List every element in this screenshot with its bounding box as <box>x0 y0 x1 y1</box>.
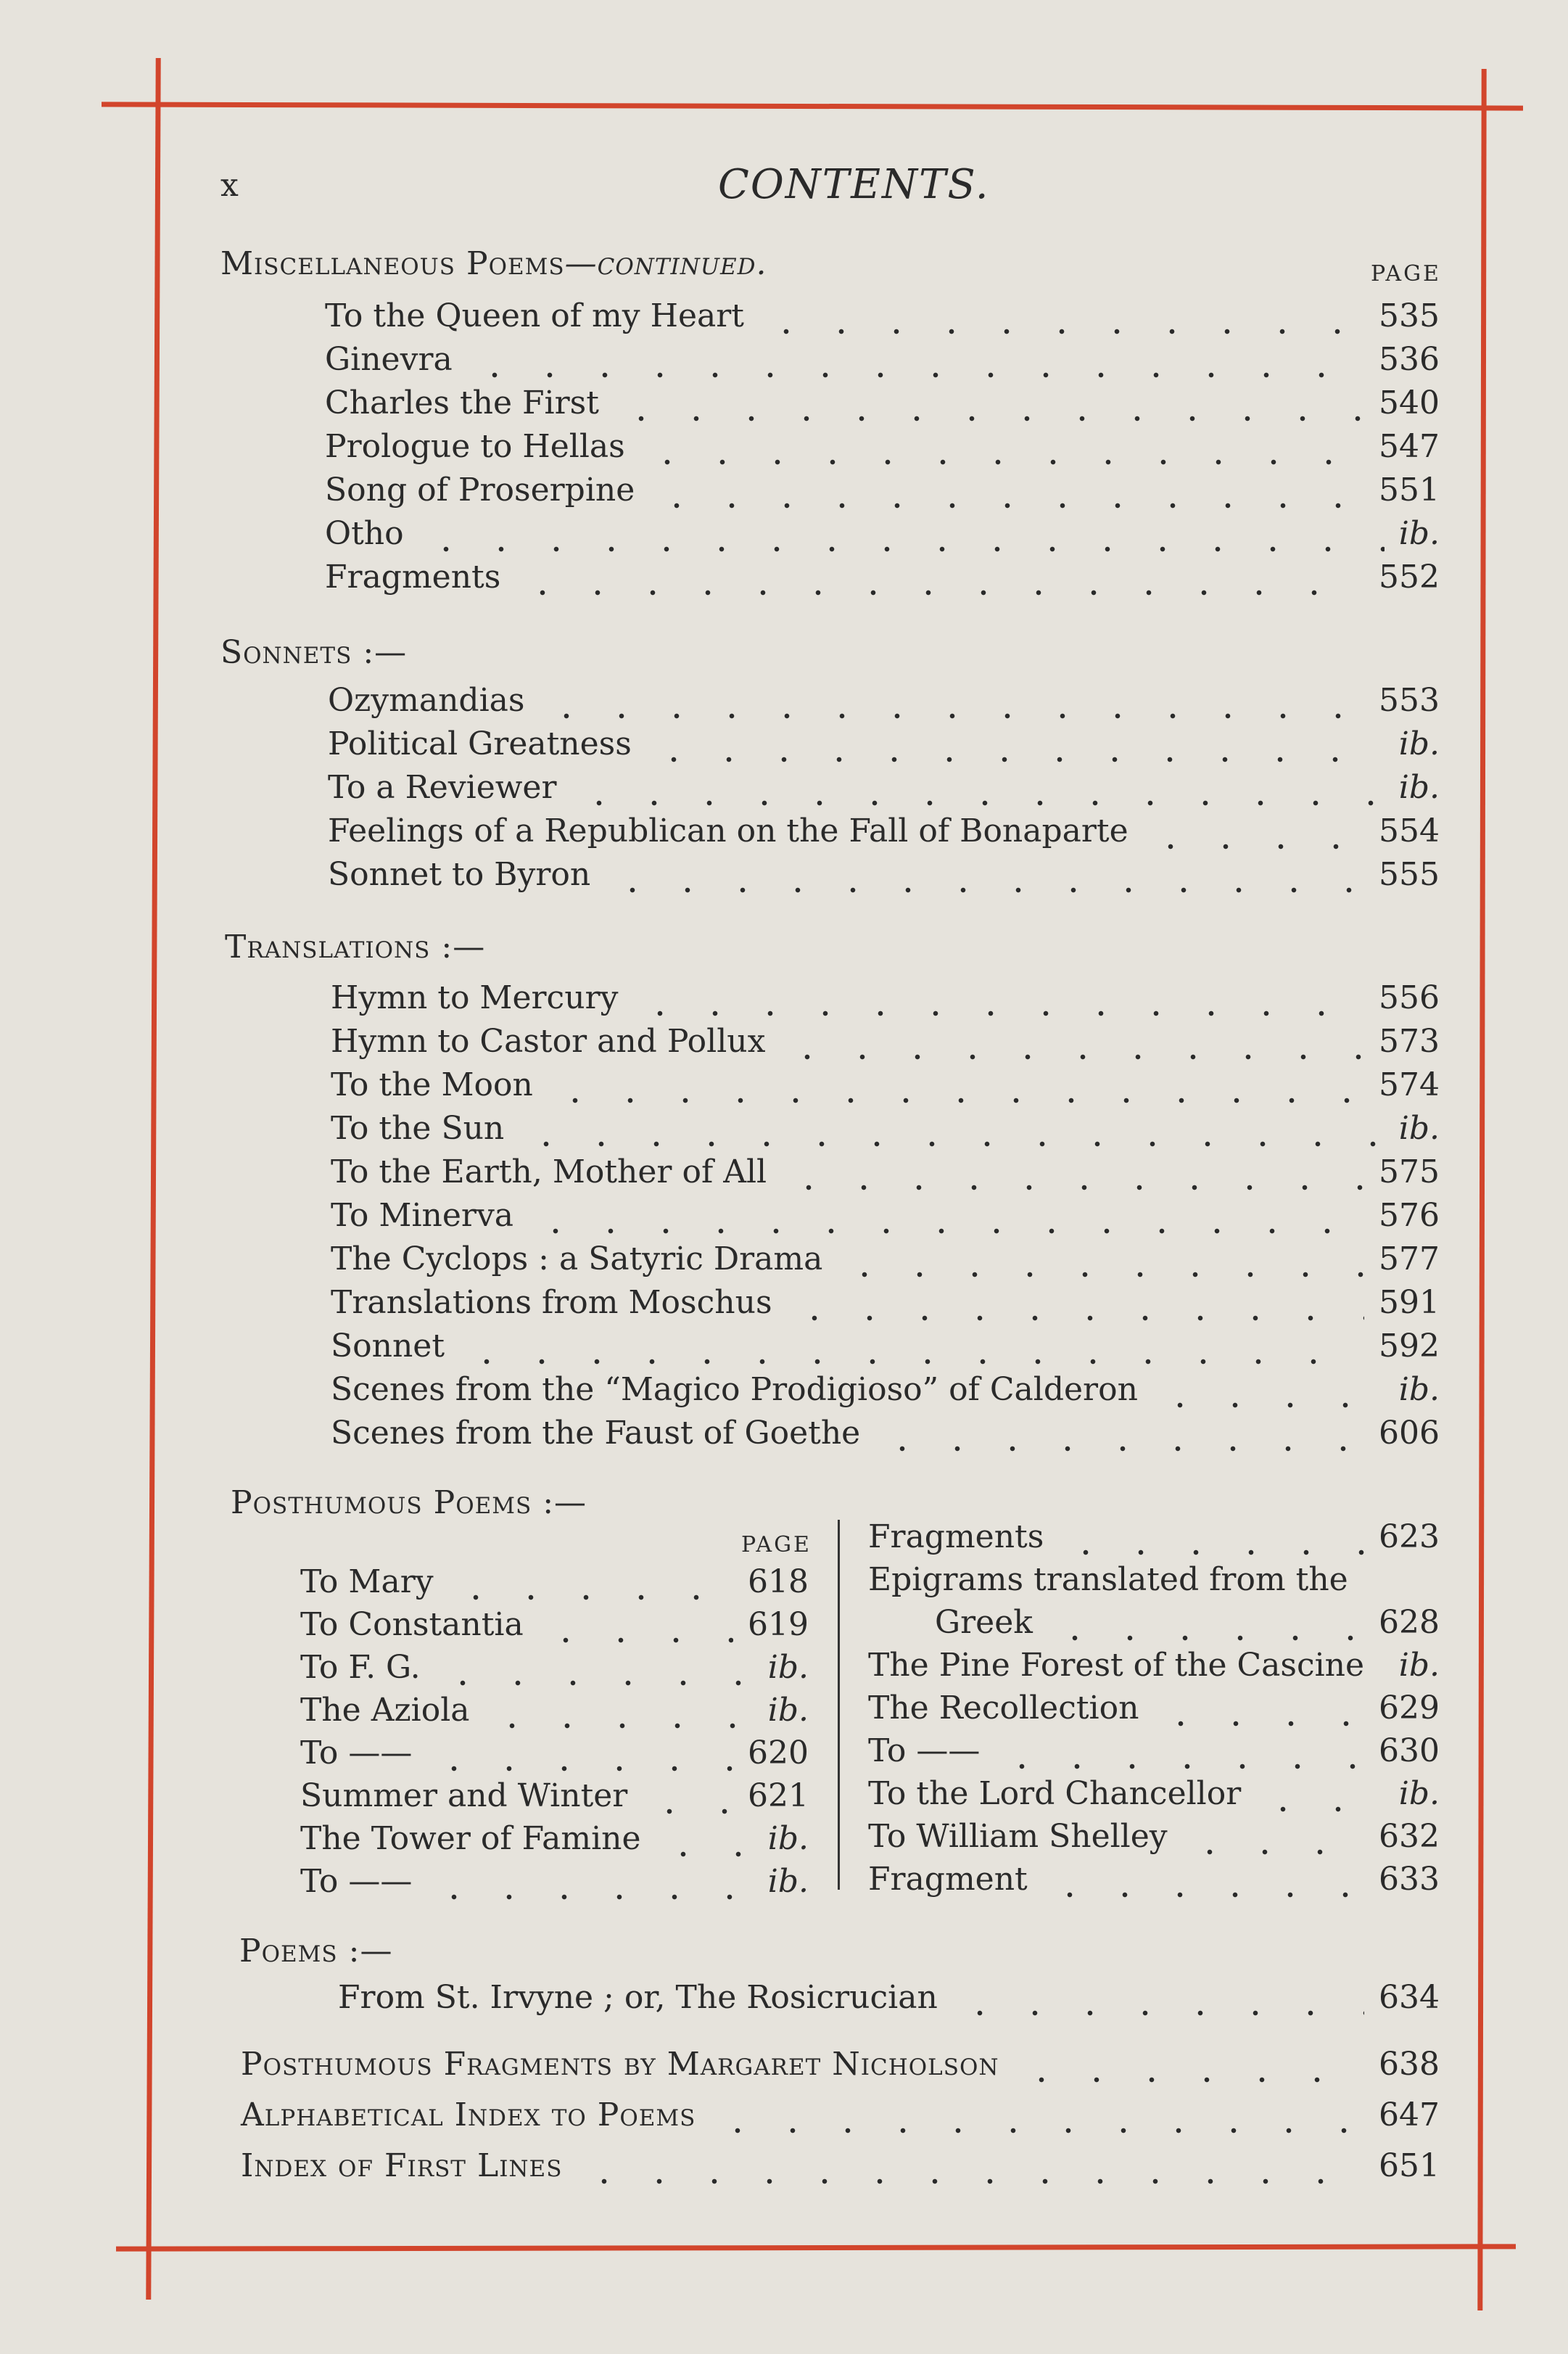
page-column-label: PAGE <box>1371 261 1441 287</box>
leader-dots <box>614 415 1364 422</box>
entry-title: Charles the First <box>325 384 599 421</box>
entry-title: Hymn to Castor and Pollux <box>331 1023 766 1060</box>
leader-dots <box>787 1314 1364 1322</box>
entry-title: To the Sun <box>331 1110 505 1147</box>
entry-page-number: 629 <box>1379 1690 1440 1727</box>
leader-dots <box>837 1271 1364 1278</box>
poems-heading: Poems :— <box>239 1933 393 1970</box>
leader-dots <box>1047 1634 1364 1642</box>
entry-page-number: 573 <box>1379 1023 1440 1060</box>
leader-dots <box>519 1140 1385 1148</box>
posthumous-heading: Posthumous Poems :— <box>231 1484 587 1521</box>
leader-dots <box>528 1227 1364 1235</box>
leader-dots <box>459 1358 1364 1365</box>
leader-dots <box>952 2009 1364 2017</box>
leader-dots <box>426 1765 733 1772</box>
entry-title: Otho <box>325 515 404 552</box>
leader-dots <box>435 1679 754 1687</box>
entry-page-number: 623 <box>1379 1518 1440 1555</box>
entry-title: The Recollection <box>868 1690 1139 1727</box>
leader-dots <box>426 1893 754 1901</box>
entry-title: To the Lord Chancellor <box>868 1775 1242 1812</box>
border-bottom <box>116 2244 1516 2251</box>
entry-title: Ginevra <box>325 341 453 378</box>
entry-page-number: 620 <box>748 1734 809 1771</box>
entry-page-number: ib. <box>1398 515 1440 552</box>
entry-page-number: 551 <box>1379 472 1440 509</box>
leader-dots <box>1014 2076 1364 2083</box>
entry-title: To the Moon <box>331 1066 533 1103</box>
entry-page-number: 633 <box>1379 1861 1440 1898</box>
entry-title: Sonnet to Byron <box>328 856 591 893</box>
entry-title: To a Reviewer <box>328 769 557 806</box>
leader-dots <box>572 799 1385 807</box>
entry-title: Translations from Moschus <box>331 1284 772 1321</box>
border-top <box>102 102 1523 110</box>
entry-title: Prologue to Hellas <box>325 428 625 465</box>
entry-title: To Mary <box>300 1563 434 1600</box>
page-number: x <box>220 167 239 204</box>
misc-heading <box>220 245 767 282</box>
entry-title: Posthumous Fragments by Margaret Nicholson <box>241 2046 999 2083</box>
leader-dots <box>538 1637 733 1644</box>
leader-dots <box>418 546 1385 553</box>
entry-page-number: 540 <box>1379 384 1440 421</box>
leader-dots <box>448 1594 733 1601</box>
posthumous-page-label: PAGE <box>741 1532 812 1557</box>
leader-dots <box>646 756 1385 763</box>
entry-page-number: ib. <box>767 1692 809 1729</box>
entry-page-number: 591 <box>1379 1284 1440 1321</box>
entry-page-number: 552 <box>1379 559 1440 596</box>
entry-title: The Tower of Famine <box>300 1820 641 1857</box>
entry-page-number: ib. <box>1398 769 1440 806</box>
leader-dots <box>1152 1402 1385 1409</box>
leader-dots <box>1182 1848 1364 1856</box>
entry-title: Summer and Winter <box>300 1777 628 1814</box>
entry-title: To the Queen of my Heart <box>325 297 744 334</box>
entry-title: Scenes from the “Magico Prodigioso” of Calderon <box>331 1371 1138 1408</box>
entry-title: The Pine Forest of the Cascine <box>868 1647 1365 1684</box>
entry-page-number: 576 <box>1379 1197 1440 1234</box>
leader-dots <box>1153 1720 1364 1727</box>
leader-dots <box>548 1097 1364 1104</box>
entry-page-number: 632 <box>1379 1818 1440 1855</box>
entry-title: Alphabetical Index to Poems <box>241 2096 696 2133</box>
leader-dots <box>1042 1891 1364 1898</box>
leader-dots <box>759 328 1364 335</box>
column-divider <box>838 1520 840 1890</box>
entry-title: Scenes from the Faust of Goethe <box>331 1415 861 1452</box>
border-left <box>146 58 160 2300</box>
leader-dots <box>875 1445 1364 1452</box>
entry-page-number: 555 <box>1379 856 1440 893</box>
leader-dots <box>649 502 1364 509</box>
entry-page-number: 628 <box>1379 1604 1440 1641</box>
entry-page-number: 651 <box>1379 2147 1440 2184</box>
entry-title: To Minerva <box>331 1197 514 1234</box>
leader-dots <box>577 2178 1364 2185</box>
leader-dots <box>484 1722 754 1729</box>
page-title: CONTENTS. <box>718 161 990 208</box>
entry-page-number: ib. <box>1398 1775 1440 1812</box>
leader-dots <box>780 1053 1364 1061</box>
entry-page-number: 634 <box>1379 1979 1440 2016</box>
entry-title: Song of Proserpine <box>325 472 635 509</box>
entry-page-number: 619 <box>748 1606 809 1643</box>
entry-title: Political Greatness <box>328 725 632 762</box>
leader-dots <box>1255 1806 1385 1813</box>
leader-dots <box>515 589 1364 596</box>
entry-title: Ozymandias <box>328 682 525 719</box>
entry-page-number: ib. <box>1398 725 1440 762</box>
entry-title: To —— <box>300 1863 413 1900</box>
leader-dots <box>632 1010 1364 1017</box>
entry-title: Sonnet <box>331 1328 445 1365</box>
entry-title: Fragments <box>325 559 501 596</box>
entry-title: Greek <box>935 1604 1033 1641</box>
entry-page-number: 536 <box>1379 341 1440 378</box>
entry-page-number: 577 <box>1379 1240 1440 1277</box>
entry-title: The Cyclops : a Satyric Drama <box>331 1240 823 1277</box>
entry-title: To —— <box>300 1734 413 1771</box>
entry-page-number: 535 <box>1379 297 1440 334</box>
entry-title: To —— <box>868 1732 981 1769</box>
sonnets-heading: Sonnets :— <box>220 634 408 671</box>
entry-page-number: 575 <box>1379 1153 1440 1190</box>
entry-title: Hymn to Mercury <box>331 979 619 1016</box>
entry-title: Epigrams translated from the <box>868 1561 1348 1598</box>
leader-dots <box>467 371 1364 379</box>
entry-title: To the Earth, Mother of All <box>331 1153 767 1190</box>
entry-title: Fragment <box>868 1861 1028 1898</box>
entry-title: From St. Irvyne ; or, The Rosicrucian <box>338 1979 938 2016</box>
leader-dots <box>656 1851 754 1858</box>
entry-page-number: 630 <box>1379 1732 1440 1769</box>
entry-title: To William Shelley <box>868 1818 1168 1855</box>
entry-page-number: 621 <box>748 1777 809 1814</box>
translations-heading: Translations :— <box>225 929 486 966</box>
leader-dots <box>710 2127 1364 2134</box>
entry-title: To Constantia <box>300 1606 524 1643</box>
entry-page-number: ib. <box>767 1649 809 1686</box>
entry-title: The Aziola <box>300 1692 470 1729</box>
leader-dots <box>1058 1549 1364 1556</box>
entry-page-number: ib. <box>1398 1371 1440 1408</box>
entry-page-number: 618 <box>748 1563 809 1600</box>
entry-page-number: 554 <box>1379 812 1440 849</box>
entry-title: Fragments <box>868 1518 1044 1555</box>
entry-title: Index of First Lines <box>241 2147 563 2184</box>
entry-page-number: 574 <box>1379 1066 1440 1103</box>
leader-dots <box>605 886 1364 894</box>
leader-dots <box>994 1763 1364 1770</box>
entry-title: Feelings of a Republican on the Fall of Bonaparte <box>328 812 1128 849</box>
entry-page-number: 647 <box>1379 2096 1440 2133</box>
entry-page-number: 556 <box>1379 979 1440 1016</box>
entry-page-number: 547 <box>1379 428 1440 465</box>
entry-page-number: 592 <box>1379 1328 1440 1365</box>
leader-dots <box>640 458 1364 466</box>
leader-dots <box>781 1184 1364 1191</box>
entry-page-number: ib. <box>1398 1647 1440 1684</box>
misc-continued: —continued. <box>564 245 767 282</box>
entry-page-number: ib. <box>1398 1110 1440 1147</box>
border-right <box>1477 69 1486 2310</box>
leader-dots <box>539 712 1364 720</box>
entry-page-number: 606 <box>1379 1415 1440 1452</box>
leader-dots <box>642 1808 733 1815</box>
entry-page-number: 638 <box>1379 2046 1440 2083</box>
misc-heading-label: Miscellaneous Poems <box>220 245 565 282</box>
entry-page-number: ib. <box>767 1820 809 1857</box>
entry-page-number: ib. <box>767 1863 809 1900</box>
leader-dots <box>1143 843 1364 850</box>
entry-page-number: 553 <box>1379 682 1440 719</box>
entry-title: To F. G. <box>300 1649 421 1686</box>
